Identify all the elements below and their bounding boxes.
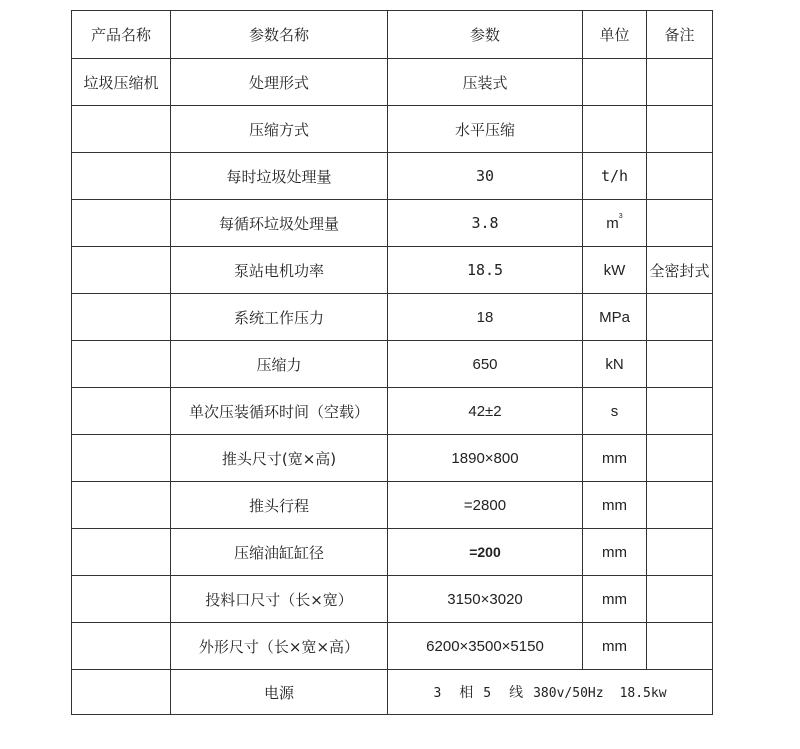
header-note: 备注: [647, 11, 713, 59]
table-row: [72, 153, 713, 200]
param-value: 3150×3020: [388, 576, 583, 623]
param-value: 3.8: [388, 200, 583, 247]
param-name: 压缩油缸缸径: [171, 529, 388, 576]
param-note: [647, 576, 713, 623]
param-name: 推头行程: [171, 482, 388, 529]
param-note: [647, 482, 713, 529]
unit-base: m: [606, 214, 619, 232]
param-value: 30: [388, 153, 583, 200]
param-unit: s: [583, 388, 647, 435]
product-name: 垃圾压缩机: [72, 59, 171, 106]
param-value: 18: [388, 294, 583, 341]
product-cell-empty: [72, 529, 171, 576]
spec-table: [71, 10, 713, 715]
param-note: [647, 106, 713, 153]
param-name: 泵站电机功率: [171, 247, 388, 294]
param-unit: mm: [583, 623, 647, 670]
param-note: 全密封式: [647, 247, 713, 294]
product-cell-empty: [72, 670, 171, 715]
table-row: [72, 623, 713, 670]
header-product: 产品名称: [72, 11, 171, 59]
param-unit: mm: [583, 482, 647, 529]
param-unit: mm: [583, 529, 647, 576]
table-row: [72, 576, 713, 623]
table-row: [72, 200, 713, 247]
product-cell-empty: [72, 247, 171, 294]
param-unit: [583, 106, 647, 153]
param-note: [647, 200, 713, 247]
param-unit: kW: [583, 247, 647, 294]
param-name: 电源: [171, 670, 388, 715]
param-note: [647, 153, 713, 200]
product-cell-empty: [72, 341, 171, 388]
wire-number: 5: [483, 686, 492, 701]
param-value: 压装式: [388, 59, 583, 106]
param-value: 18.5: [388, 247, 583, 294]
voltage-value: 380v/50Hz: [533, 686, 604, 701]
header-param-name: 参数名称: [171, 11, 388, 59]
header-param: 参数: [388, 11, 583, 59]
param-name: 外形尺寸（长×宽×高）: [171, 623, 388, 670]
product-cell-empty: [72, 294, 171, 341]
table-row: [72, 294, 713, 341]
product-cell-empty: [72, 435, 171, 482]
table-row: [72, 59, 713, 106]
param-note: [647, 623, 713, 670]
param-name: 单次压装循环时间（空载）: [171, 388, 388, 435]
param-name: 投料口尺寸（长×宽）: [171, 576, 388, 623]
table-row: [72, 247, 713, 294]
param-unit: kN: [583, 341, 647, 388]
param-name: 每循环垃圾处理量: [171, 200, 388, 247]
param-note: [647, 294, 713, 341]
product-cell-empty: [72, 153, 171, 200]
param-unit: mm: [583, 435, 647, 482]
unit-superscript: 3: [618, 212, 623, 220]
param-note: [647, 529, 713, 576]
table-row-power: [72, 670, 713, 715]
param-name: 处理形式: [171, 59, 388, 106]
product-cell-empty: [72, 576, 171, 623]
product-cell-empty: [72, 388, 171, 435]
param-value: 水平压缩: [388, 106, 583, 153]
param-name: 系统工作压力: [171, 294, 388, 341]
param-unit: t/h: [583, 153, 647, 200]
table-row: [72, 435, 713, 482]
header-unit: 单位: [583, 11, 647, 59]
param-note: [647, 435, 713, 482]
phase-label: 相: [459, 685, 474, 701]
param-value: 6200×3500×5150: [388, 623, 583, 670]
table-header-row: [72, 11, 713, 59]
param-note: [647, 341, 713, 388]
param-value: 650: [388, 341, 583, 388]
param-value: =200: [388, 529, 583, 576]
param-name: 压缩方式: [171, 106, 388, 153]
param-name: 推头尺寸(宽×高): [171, 435, 388, 482]
param-value: 42±2: [388, 388, 583, 435]
param-name: 每时垃圾处理量: [171, 153, 388, 200]
param-unit: mm: [583, 576, 647, 623]
table-row: [72, 106, 713, 153]
param-value: =2800: [388, 482, 583, 529]
table-row: [72, 388, 713, 435]
phase-number: 3: [433, 686, 442, 701]
param-note: [647, 388, 713, 435]
param-name: 压缩力: [171, 341, 388, 388]
table-row: [72, 482, 713, 529]
param-unit: [583, 59, 647, 106]
param-unit: [583, 200, 647, 247]
product-cell-empty: [72, 623, 171, 670]
param-unit: MPa: [583, 294, 647, 341]
param-note: [647, 59, 713, 106]
wire-label: 线: [509, 685, 524, 701]
table-row: [72, 529, 713, 576]
power-kw-value: 18.5kw: [619, 686, 667, 701]
product-cell-empty: [72, 106, 171, 153]
param-value: 1890×800: [388, 435, 583, 482]
table-row: [72, 341, 713, 388]
power-spec: [388, 670, 713, 715]
product-cell-empty: [72, 200, 171, 247]
product-cell-empty: [72, 482, 171, 529]
